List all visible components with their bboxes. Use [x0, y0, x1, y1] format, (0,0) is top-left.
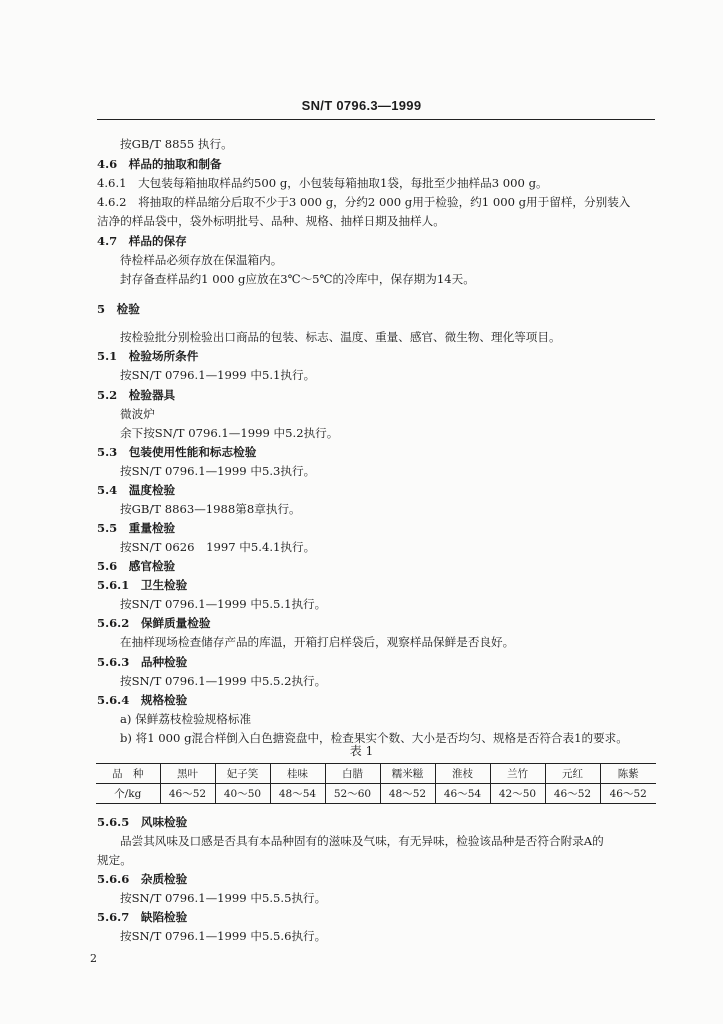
table-header-cell: 妃子笑: [215, 764, 270, 784]
section-heading: 5.4 温度检验: [97, 483, 176, 497]
text-line: 按SN/T 0796.1—1999 中5.5.1执行。: [120, 597, 327, 611]
text-line: 洁净的样品袋中，袋外标明批号、品种、规格、抽样日期及抽样人。: [97, 214, 445, 228]
text-line: 按SN/T 0796.1—1999 中5.5.6执行。: [120, 929, 327, 943]
text-line: 4.6.1 大包装每箱抽取样品约500 g，小包装每箱抽取1袋，每批至少抽样品3 000 g。: [97, 176, 548, 190]
section-heading: 5.6 感官检验: [97, 559, 176, 573]
section-heading: 5.6.7 缺陷检验: [97, 910, 188, 924]
text-line: 待检样品必须存放在保温箱内。: [120, 253, 283, 267]
text-line: 按SN/T 0796.1—1999 中5.1执行。: [120, 368, 316, 382]
table-header-cell: 桂味: [270, 764, 325, 784]
section-heading: 5.6.3 品种检验: [97, 655, 188, 669]
table-header-cell: 兰竹: [490, 764, 545, 784]
table-header-cell: 白腊: [325, 764, 380, 784]
text-line: 余下按SN/T 0796.1—1999 中5.2执行。: [120, 426, 339, 440]
text-line: 微波炉: [120, 407, 155, 421]
table-header-cell: 糯米糍: [380, 764, 435, 784]
table-cell: 40～50: [215, 784, 270, 804]
section-heading: 5.3 包装使用性能和标志检验: [97, 445, 257, 459]
text-line: 规定。: [97, 853, 132, 867]
text-line: 按SN/T 0796.1—1999 中5.3执行。: [120, 464, 316, 478]
table-header-cell: 黑叶: [160, 764, 215, 784]
spec-table: [96, 763, 656, 804]
section-heading: 5.6.2 保鲜质量检验: [97, 616, 211, 630]
table-cell: 46～54: [435, 784, 490, 804]
header-rule: [97, 119, 655, 120]
table-cell: 46～52: [160, 784, 215, 804]
table-row: [96, 784, 656, 804]
table-cell: 48～54: [270, 784, 325, 804]
table-cell: 46～52: [545, 784, 600, 804]
section-heading: 5.6.4 规格检验: [97, 693, 188, 707]
table-header-row: [96, 764, 656, 784]
list-item: a) 保鲜荔枝检验规格标准: [120, 712, 252, 726]
text-line: 按SN/T 0796.1—1999 中5.5.2执行。: [120, 674, 327, 688]
text-line: 按SN/T 0626 1997 中5.4.1执行。: [120, 540, 316, 554]
text-line: 按检验批分别检验出口商品的包装、标志、温度、重量、感官、微生物、理化等项目。: [120, 330, 561, 344]
text-line: 按GB/T 8855 执行。: [120, 137, 233, 151]
section-heading: 5.6.6 杂质检验: [97, 872, 188, 886]
table-header-cell: 淮枝: [435, 764, 490, 784]
table-header-cell: 陈紫: [600, 764, 656, 784]
table-caption: 表 1: [349, 744, 374, 758]
text-line: 按SN/T 0796.1—1999 中5.5.5执行。: [120, 891, 327, 905]
text-line: 按GB/T 8863—1988第8章执行。: [120, 502, 301, 516]
table-cell: 42～50: [490, 784, 545, 804]
table-cell: 46～52: [600, 784, 656, 804]
table-header-cell: 元红: [545, 764, 600, 784]
text-line: 封存备查样品约1 000 g应放在3℃～5℃的冷库中，保存期为14天。: [120, 272, 475, 286]
table-cell: 52～60: [325, 784, 380, 804]
section-heading: 4.7 样品的保存: [97, 234, 187, 248]
section-heading: 5.1 检验场所条件: [97, 349, 199, 363]
section-heading: 5.6.1 卫生检验: [97, 578, 188, 592]
table-cell: 48～52: [380, 784, 435, 804]
text-line: 品尝其风味及口感是否具有本品种固有的滋味及气味，有无异味，检验该品种是否符合附录A的: [120, 834, 604, 848]
section-heading: 5.5 重量检验: [97, 521, 176, 535]
table-header-cell: 品 种: [96, 764, 160, 784]
list-item: b) 将1 000 g混合样倒入白色搪瓷盘中，检查果实个数、大小是否均匀、规格是否符合表1的要求。: [120, 731, 628, 745]
text-line: 在抽样现场检查储存产品的库温，开箱打启样袋后，观察样品保鲜是否良好。: [120, 635, 515, 649]
page-number: 2: [90, 952, 97, 965]
section-heading: 5.2 检验器具: [97, 388, 176, 402]
chapter-heading: 5 检验: [97, 302, 140, 316]
table-cell: 个/kg: [96, 784, 160, 804]
text-line: 4.6.2 将抽取的样品缩分后取不少于3 000 g，分约2 000 g用于检验，约1 000 g用于留样，分别装入: [97, 195, 631, 209]
section-heading: 4.6 样品的抽取和制备: [97, 157, 222, 171]
page-header: SN/T 0796.3—1999: [301, 98, 422, 113]
section-heading: 5.6.5 风味检验: [97, 815, 188, 829]
